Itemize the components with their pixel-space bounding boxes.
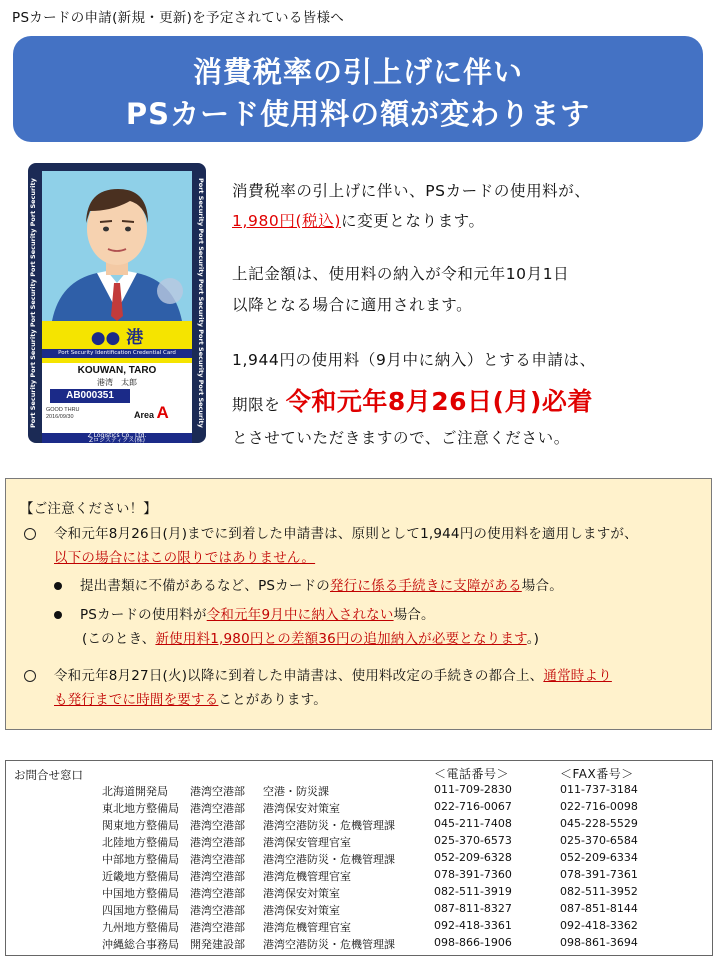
sub2-note-pre: (このとき、 [82, 631, 156, 647]
p3-line2-pre: 期限を [232, 396, 281, 414]
tel: 078-391-7360 [434, 868, 512, 881]
dept: 港湾空港部 [190, 802, 245, 815]
office: 東北地方整備局 [102, 802, 179, 815]
section: 港湾空港防災・危機管理課 [263, 853, 395, 866]
dept: 港湾空港部 [190, 836, 245, 849]
circle-bullet-icon [24, 528, 36, 540]
office: 関東地方整備局 [102, 819, 179, 832]
card-side-text-right: Port Security Port Security Port Security Port Security Port Security [197, 178, 205, 428]
p1-line1: 消費税率の引上げに伴い、PSカードの使用料が、 [232, 182, 591, 200]
circle-bullet-icon [24, 670, 36, 682]
section: 港湾保安対策室 [263, 904, 340, 917]
company-jp: Zロジスティクス(株) [89, 437, 145, 443]
section: 港湾保安管理官室 [263, 836, 351, 849]
tel: 052-209-6328 [434, 851, 512, 864]
area-label: Area [134, 410, 155, 420]
area-letter: A [156, 403, 169, 422]
dept: 開発建設部 [190, 938, 245, 951]
dept: 港湾空港部 [190, 904, 245, 917]
sub2-note-post: 。) [526, 631, 540, 647]
contact-row [6, 834, 712, 851]
office: 近畿地方整備局 [102, 870, 179, 883]
section: 港湾空港防災・危機管理課 [263, 819, 395, 832]
fax: 078-391-7361 [560, 868, 638, 881]
card-holder-name-jp: 港湾 太郎 [97, 378, 137, 387]
notice-item1-line2: 以下の場合にはこの限りではありません。 [54, 550, 316, 566]
item2-line2-red: も発行までに時間を要する [54, 692, 219, 708]
sub2-post: 場合。 [393, 607, 435, 623]
card-side-text-left: Port Security Port Security Port Security Port Security Port Security [29, 178, 37, 428]
tel: 011-709-2830 [434, 783, 512, 796]
dept: 港湾空港部 [190, 870, 245, 883]
dept: 港湾空港部 [190, 785, 245, 798]
p3-line2 [232, 382, 593, 418]
contact-row [6, 919, 712, 936]
tel: 045-211-7408 [434, 817, 512, 830]
dept: 港湾空港部 [190, 921, 245, 934]
p1-line2 [232, 209, 485, 231]
intro-text: PSカードの申請(新規・更新)を予定されている皆様へ [12, 10, 345, 26]
good-thru-label: GOOD THRU [46, 407, 80, 413]
notice-item1-line1 [24, 522, 638, 542]
item2-line2-post: ことがあります。 [218, 692, 327, 708]
card-info [42, 363, 192, 433]
card-portrait [42, 171, 192, 321]
tel: 098-866-1906 [434, 936, 512, 949]
contact-row [6, 851, 712, 868]
section: 港湾保安対策室 [263, 802, 340, 815]
card-area [134, 403, 169, 423]
dept: 港湾空港部 [190, 887, 245, 900]
card-company [42, 433, 192, 443]
notice-sub2-note [82, 627, 539, 647]
fax: 082-511-3952 [560, 885, 638, 898]
contact-row [6, 783, 712, 800]
office: 中国地方整備局 [102, 887, 179, 900]
card-label: Port Security Identification Credential Card [42, 349, 192, 358]
office: 北海道開発局 [102, 785, 168, 798]
fax-header: ＜FAX番号＞ [560, 767, 634, 781]
office: 四国地方整備局 [102, 904, 179, 917]
notice-item2-line1 [24, 664, 612, 684]
headline-banner [13, 36, 703, 142]
p2-line1: 上記金額は、使用料の納入が令和元年10月1日 [232, 265, 570, 283]
section: 港湾危機管理官室 [263, 870, 351, 883]
notice-sub1 [54, 574, 563, 594]
contact-row [6, 800, 712, 817]
contact-table [5, 760, 713, 956]
tel: 092-418-3361 [434, 919, 512, 932]
good-thru-date: 2016/09/30 [46, 414, 74, 420]
p2-line2: 以降となる場合に適用されます。 [232, 296, 473, 314]
tel: 087-811-8327 [434, 902, 512, 915]
sub1-post: 場合。 [521, 578, 563, 594]
sub2-pre: PSカードの使用料が [79, 607, 207, 623]
notice-item1-text: 令和元年8月26日(月)までに到着した申請書は、原則として1,944円の使用料を適用しますが、 [53, 526, 638, 542]
office: 沖縄総合事務局 [102, 938, 179, 951]
sub2-note-red: 新使用料1,980円との差額36円の追加納入が必要となります [155, 631, 527, 647]
p3-line1: 1,944円の使用料（9月中に納入）とする申請は、 [232, 351, 596, 369]
card-good-thru [46, 407, 80, 421]
office: 九州地方整備局 [102, 921, 179, 934]
notice-title: 【ご注意ください！】 [20, 501, 157, 517]
card-holder-name: KOUWAN, TARO [77, 365, 157, 376]
ps-card-illustration [28, 163, 206, 443]
p1-line2-rest: に変更となります。 [340, 212, 485, 230]
deadline: 令和元年8月26日(月)必着 [285, 387, 593, 416]
tel: 025-370-6573 [434, 834, 512, 847]
person-portrait-icon [42, 171, 192, 321]
fax: 011-737-3184 [560, 783, 638, 796]
fax: 025-370-6584 [560, 834, 638, 847]
card-port-band [42, 321, 192, 363]
notice-box [5, 478, 712, 730]
fax: 087-851-8144 [560, 902, 638, 915]
tel: 022-716-0067 [434, 800, 512, 813]
fax: 092-418-3362 [560, 919, 638, 932]
contact-row [6, 868, 712, 885]
section: 港湾空港防災・危機管理課 [263, 938, 395, 951]
contact-title: お問合せ窓口 [14, 768, 83, 782]
sub1-pre: 提出書類に不備があるなど、PSカードの [79, 578, 330, 594]
fax: 022-716-0098 [560, 800, 638, 813]
notice-sub2 [54, 603, 435, 623]
new-price: 1,980円(税込) [232, 212, 341, 230]
sub2-red: 令和元年9月中に納入されない [206, 607, 394, 623]
contact-row [6, 885, 712, 902]
dot-bullet-icon [54, 582, 62, 590]
card-port-name: ●● 港 [90, 328, 144, 348]
company-en: Z Logistics Co., Ltd. [87, 432, 147, 439]
headline-line2: PSカード使用料の額が変わります [125, 97, 591, 131]
contact-row [6, 902, 712, 919]
fax: 098-861-3694 [560, 936, 638, 949]
contact-row [6, 817, 712, 834]
fax: 045-228-5529 [560, 817, 638, 830]
office: 北陸地方整備局 [102, 836, 179, 849]
dept: 港湾空港部 [190, 853, 245, 866]
dept: 港湾空港部 [190, 819, 245, 832]
item2-red: 通常時より [543, 668, 612, 684]
p3-line3: とさせていただきますので、ご注意ください。 [232, 429, 570, 447]
dot-bullet-icon [54, 611, 62, 619]
section: 空港・防災課 [263, 785, 329, 798]
section: 港湾保安対策室 [263, 887, 340, 900]
contact-row [6, 936, 712, 953]
notice-item2-line2 [54, 688, 327, 708]
headline-line1: 消費税率の引上げに伴い [192, 55, 523, 89]
item2-pre: 令和元年8月27日(火)以降に到着した申請書は、使用料改定の手続きの都合上、 [53, 668, 544, 684]
tel: 082-511-3919 [434, 885, 512, 898]
fax: 052-209-6334 [560, 851, 638, 864]
tel-header: ＜電話番号＞ [434, 767, 510, 781]
sub1-red: 発行に係る手続きに支障がある [329, 578, 522, 594]
card-id: AB000351 [50, 389, 130, 403]
office: 中部地方整備局 [102, 853, 179, 866]
section: 港湾危機管理官室 [263, 921, 351, 934]
